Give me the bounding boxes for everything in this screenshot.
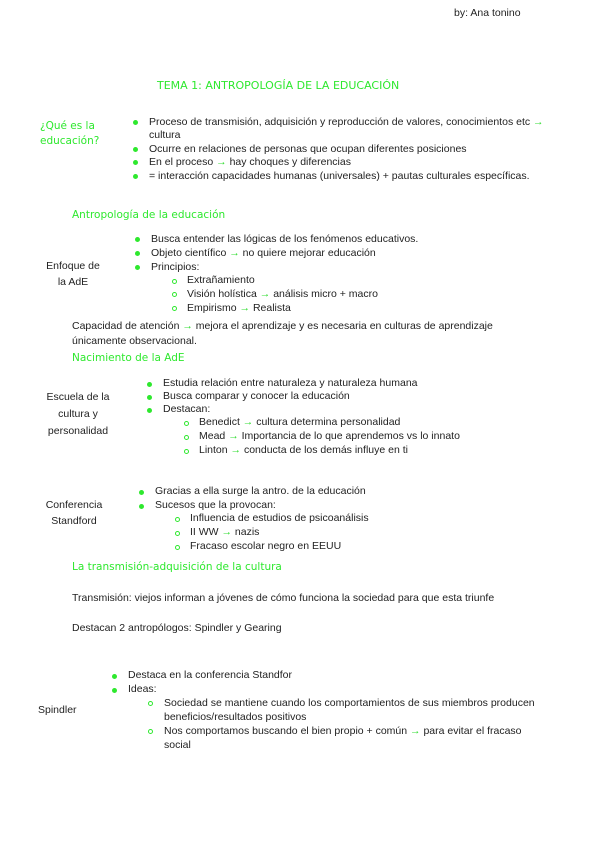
nacimiento-bullet-1: Estudia relación entre naturaleza y naturaleza humana	[163, 377, 418, 389]
antropologos-paragraph: Destacan 2 antropólogos: Spindler y Gearing	[72, 622, 282, 634]
conferencia-label	[40, 497, 108, 529]
principio-2: Visión holística → análisis micro + macro	[187, 288, 378, 300]
nacimiento-heading: Nacimiento de la AdE	[72, 352, 185, 364]
sub-bullet-icon	[172, 279, 177, 284]
destacan-linton: Linton → conducta de los demás influye en ti	[199, 444, 408, 456]
conferencia-label-line2: Standford	[51, 515, 97, 527]
que-es-bullet-2: Ocurre en relaciones de personas que ocupan diferentes posiciones	[149, 143, 467, 155]
suceso-3: Fracaso escolar negro en EEUU	[190, 540, 342, 552]
sub-bullet-icon	[184, 421, 189, 426]
antropologia-bullet-1: Busca entender las lógicas de los fenómenos educativos.	[151, 233, 419, 245]
sub-bullet-icon	[148, 701, 153, 706]
arrow-icon: →	[182, 320, 193, 332]
bullet-icon	[135, 251, 140, 256]
que-es-label-line2: educación?	[40, 135, 100, 147]
atencion-paragraph-cont: únicamente observacional.	[72, 335, 197, 347]
enfoque-label-line2: la AdE	[57, 276, 89, 288]
author-credit: by: Ana tonino	[454, 7, 521, 19]
conferencia-bullet-2: Sucesos que la provocan:	[155, 499, 276, 511]
idea-2-cont: social	[164, 739, 191, 751]
arrow-icon: →	[242, 416, 254, 428]
bullet-icon	[139, 504, 144, 509]
spindler-bullet-2: Ideas:	[128, 683, 157, 695]
que-es-bullet-3: En el proceso → hay choques y diferencias	[149, 156, 351, 168]
arrow-icon: →	[259, 288, 271, 300]
arrow-icon: →	[230, 444, 242, 456]
que-es-bullet-4: = interacción capacidades humanas (universales) + pautas culturales específicas.	[149, 170, 530, 182]
sub-bullet-icon	[175, 531, 180, 536]
bullet-icon	[133, 174, 138, 179]
spindler-bullet-1: Destaca en la conferencia Standfor	[128, 669, 293, 681]
idea-1: Sociedad se mantiene cuando los comportamientos de sus miembros producen	[164, 697, 535, 709]
arrow-icon: →	[533, 116, 544, 128]
enfoque-label-line1: Enfoque de	[46, 260, 100, 272]
destacan-mead: Mead → Importancia de lo que aprendemos vs lo innato	[199, 430, 460, 442]
arrow-icon: →	[229, 247, 240, 259]
conferencia-label-line1: Conferencia	[45, 499, 103, 511]
bullet-icon	[133, 160, 138, 165]
bullet-icon	[147, 408, 152, 413]
escuela-label-line2: cultura y	[58, 408, 98, 420]
bullet-icon	[139, 490, 144, 495]
que-es-bullet-1: Proceso de transmisión, adquisición y reproducción de valores, conocimientos etc →	[149, 116, 544, 128]
idea-2: Nos comportamos buscando el bien propio + común → para evitar el fracaso	[164, 725, 522, 737]
antropologia-heading: Antropología de la educación	[72, 209, 226, 221]
enfoque-label	[40, 258, 106, 290]
sub-bullet-icon	[184, 449, 189, 454]
transmision-heading: La transmisión-adquisición de la cultura	[72, 561, 282, 573]
conferencia-bullet-1: Gracias a ella surge la antro. de la educación	[155, 485, 366, 497]
sub-bullet-icon	[184, 435, 189, 440]
bullet-icon	[133, 147, 138, 152]
escuela-label-line1: Escuela de la	[46, 391, 110, 403]
bullet-icon	[135, 265, 140, 270]
que-es-label-line1: ¿Qué es la	[40, 120, 95, 132]
arrow-icon: →	[216, 156, 227, 168]
transmision-paragraph: Transmisión: viejos informan a jóvenes de cómo funciona la sociedad para que esta triunfe	[72, 592, 495, 604]
que-es-label	[40, 119, 99, 149]
principio-1: Extrañamiento	[187, 274, 255, 286]
nacimiento-bullet-2: Busca comparar y conocer la educación	[163, 390, 350, 402]
sub-bullet-icon	[175, 545, 180, 550]
suceso-2: II WW → nazis	[190, 526, 260, 538]
atencion-paragraph: Capacidad de atención → mejora el aprendizaje y es necesaria en culturas de aprendizaje	[72, 320, 493, 332]
sub-bullet-icon	[172, 292, 177, 297]
arrow-icon: →	[221, 526, 232, 538]
que-es-bullet-1-cont: cultura	[149, 129, 181, 141]
bullet-icon	[147, 395, 152, 400]
nacimiento-bullet-3: Destacan:	[163, 403, 211, 415]
escuela-label	[38, 389, 118, 440]
bullet-icon	[112, 674, 117, 679]
destacan-benedict: Benedict → cultura determina personalidad	[199, 416, 401, 428]
spindler-label: Spindler	[38, 704, 77, 716]
arrow-icon: →	[239, 302, 251, 314]
escuela-label-line3: personalidad	[47, 425, 109, 437]
page-title: TEMA 1: ANTROPOLOGÍA DE LA EDUCACIÓN	[157, 79, 400, 92]
arrow-icon: →	[410, 725, 421, 737]
sub-bullet-icon	[175, 517, 180, 522]
sub-bullet-icon	[148, 729, 153, 734]
idea-1-cont: beneficios/resultados positivos	[164, 711, 307, 723]
arrow-icon: →	[228, 430, 239, 442]
sub-bullet-icon	[172, 306, 177, 311]
antropologia-bullet-2: Objeto científico → no quiere mejorar educación	[151, 247, 376, 259]
principio-3: Empirismo → Realista	[187, 302, 291, 314]
bullet-icon	[135, 237, 140, 242]
bullet-icon	[133, 120, 138, 125]
bullet-icon	[147, 382, 152, 387]
bullet-icon	[112, 688, 117, 693]
suceso-1: Influencia de estudios de psicoanálisis	[190, 512, 369, 524]
antropologia-bullet-3: Principios:	[151, 261, 200, 273]
